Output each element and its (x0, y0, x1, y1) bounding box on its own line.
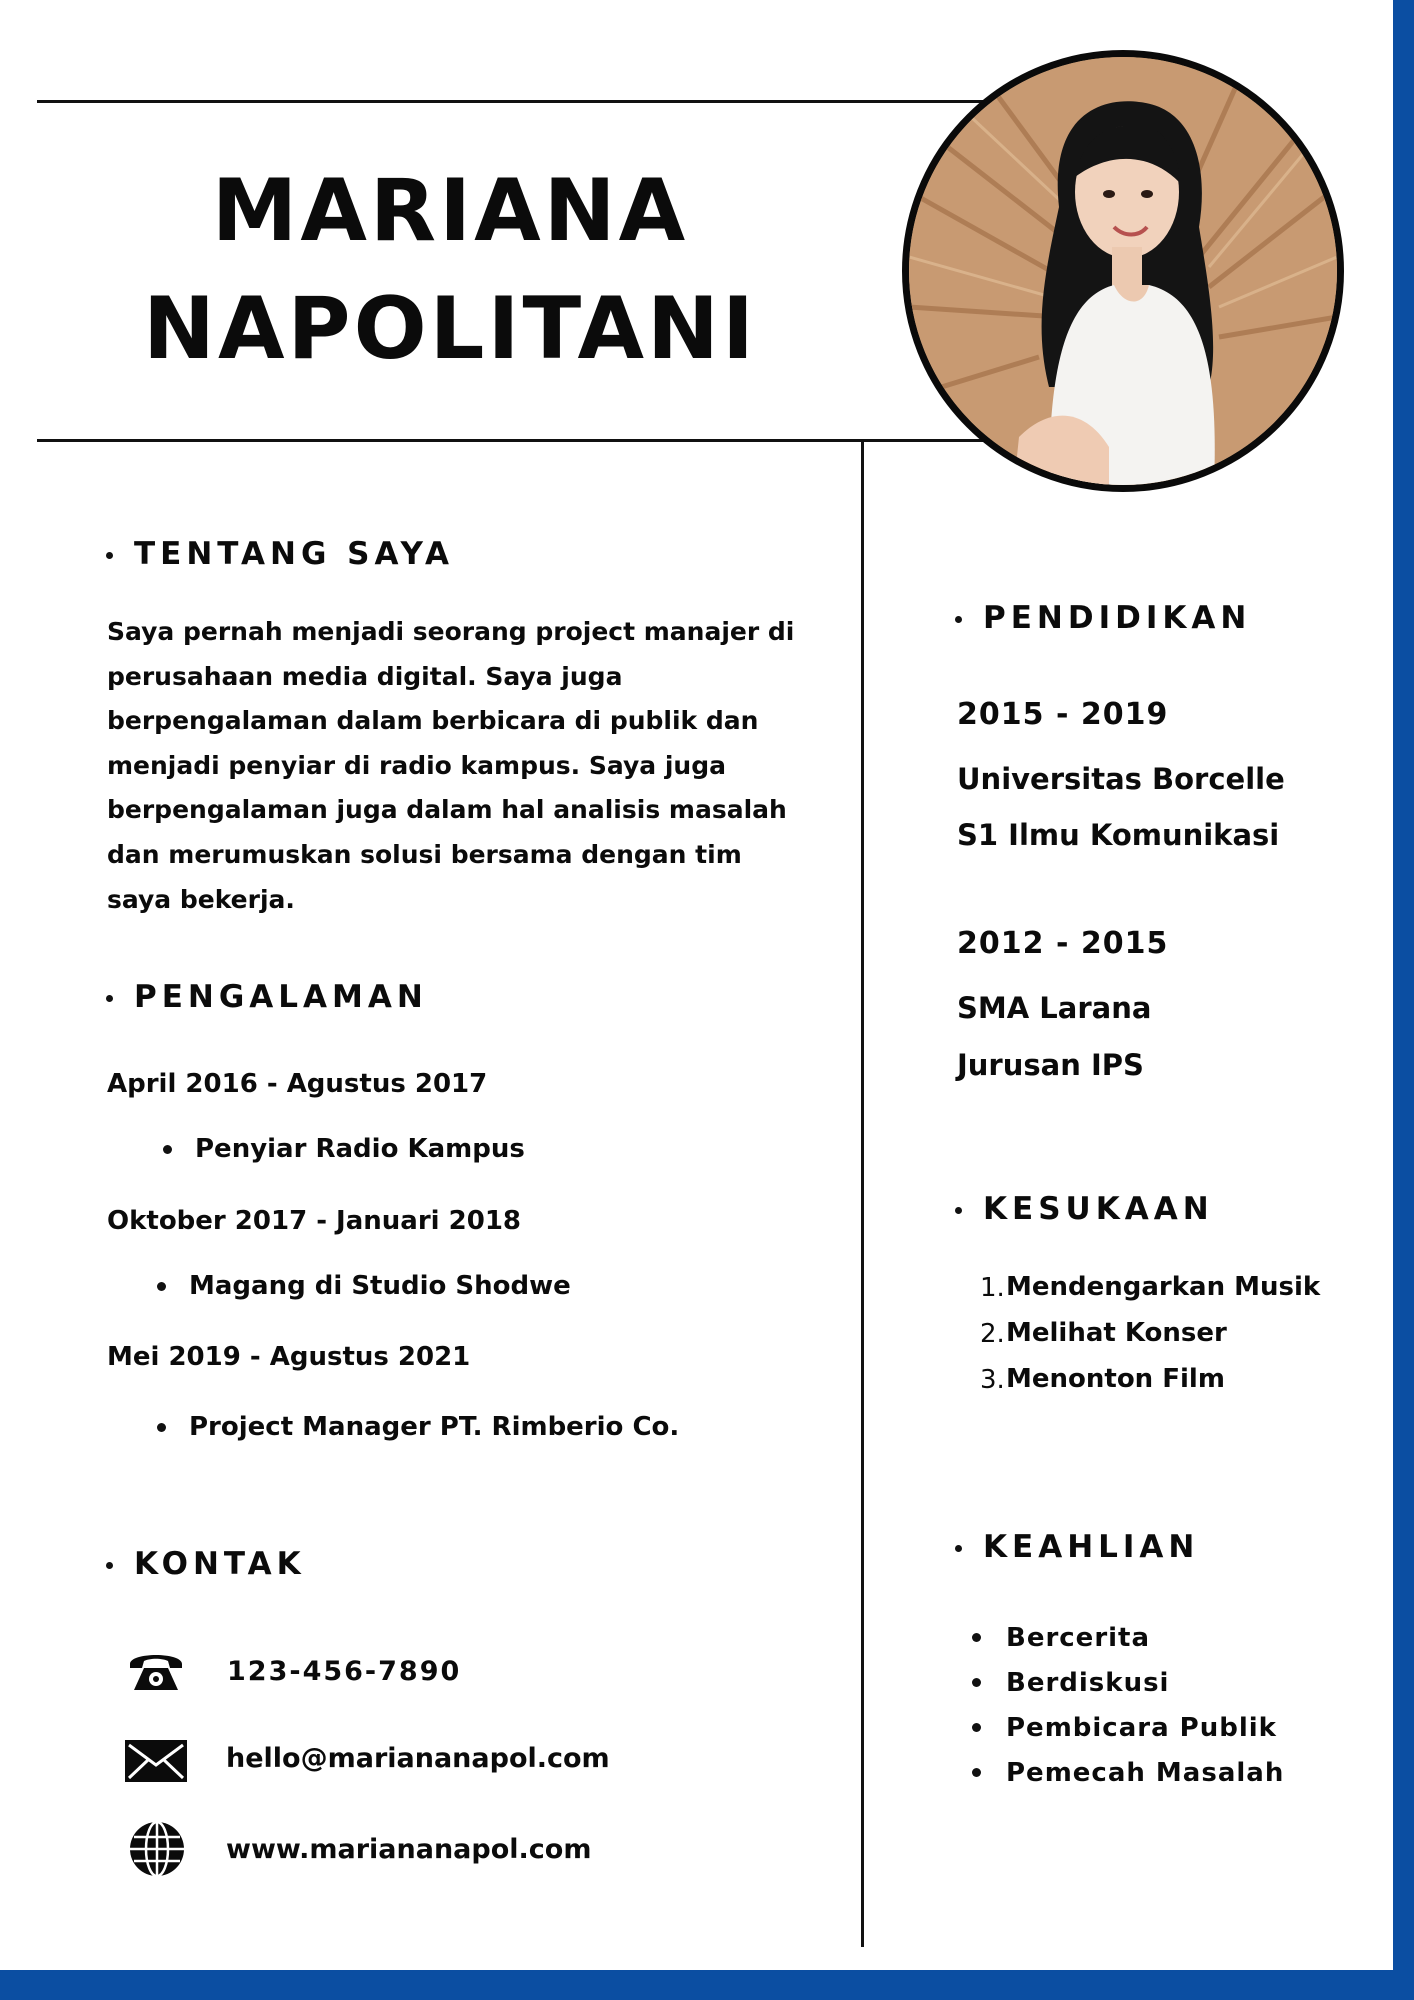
experience-role: Magang di Studio Shodwe (189, 1271, 571, 1301)
section-bullet-icon (106, 552, 113, 559)
name-first: MARIANA (211, 161, 689, 261)
hobby-item: Melihat Konser (1006, 1318, 1227, 1348)
education-school: SMA Larana (957, 991, 1152, 1025)
experience-heading (134, 979, 428, 1015)
contact-email[interactable]: hello@mariananapol.com (226, 1743, 610, 1774)
education-heading (983, 600, 1252, 636)
list-bullet-icon (157, 1282, 166, 1291)
experience-role: Penyiar Radio Kampus (195, 1134, 525, 1164)
section-bullet-icon (106, 995, 113, 1002)
header-top-rule (37, 100, 987, 103)
hobbies-heading-text: KESUKAAN (983, 1191, 1214, 1227)
about-text: Saya pernah menjadi seorang project manajer di perusahaan media digital. Saya juga berpengalaman dalam berbicara di publik dan menjadi penyiar di radio kampus. Saya juga berpengalaman juga dalam hal analisis masalah dan merumuskan solusi bersama dengan tim saya bekerja. (107, 617, 795, 914)
education-years: 2015 - 2019 (957, 697, 1169, 732)
education-school: Universitas Borcelle (957, 762, 1285, 796)
accent-border-bottom (0, 1970, 1414, 2000)
education-heading-text: PENDIDIKAN (983, 600, 1252, 636)
experience-period: Oktober 2017 - Januari 2018 (107, 1206, 521, 1236)
list-bullet-icon (972, 1723, 981, 1732)
education-years: 2012 - 2015 (957, 926, 1169, 961)
experience-role: Project Manager PT. Rimberio Co. (189, 1412, 680, 1442)
globe-icon (128, 1820, 186, 1878)
section-bullet-icon (106, 1562, 113, 1569)
skill-item: Pemecah Masalah (1006, 1758, 1285, 1788)
skill-item: Berdiskusi (1006, 1668, 1170, 1698)
email-icon (123, 1738, 189, 1784)
list-bullet-icon (972, 1633, 981, 1642)
skill-item: Pembicara Publik (1006, 1713, 1277, 1743)
list-number: 3. (980, 1365, 1005, 1395)
skill-item: Bercerita (1006, 1623, 1151, 1653)
section-bullet-icon (955, 616, 962, 623)
list-bullet-icon (163, 1145, 172, 1154)
section-bullet-icon (955, 1207, 962, 1214)
header-bottom-rule (37, 439, 987, 442)
phone-icon (126, 1646, 186, 1694)
about-heading (134, 536, 455, 572)
contact-phone[interactable]: 123-456-7890 (227, 1656, 462, 1687)
list-number: 1. (980, 1273, 1005, 1303)
list-number: 2. (980, 1319, 1005, 1349)
accent-border-right (1393, 0, 1414, 2000)
list-bullet-icon (972, 1768, 981, 1777)
education-major: S1 Ilmu Komunikasi (957, 818, 1280, 852)
section-bullet-icon (955, 1545, 962, 1552)
column-divider (861, 441, 864, 1947)
about-heading-text: TENTANG SAYA (134, 536, 455, 572)
contact-heading (134, 1546, 306, 1582)
list-bullet-icon (157, 1423, 166, 1432)
skills-heading-text: KEAHLIAN (983, 1529, 1200, 1565)
experience-period: April 2016 - Agustus 2017 (107, 1069, 488, 1099)
contact-website[interactable]: www.mariananapol.com (226, 1834, 592, 1865)
list-bullet-icon (972, 1678, 981, 1687)
profile-photo (902, 50, 1344, 492)
hobby-item: Menonton Film (1006, 1364, 1225, 1394)
education-major: Jurusan IPS (957, 1048, 1144, 1082)
hobbies-heading (983, 1191, 1214, 1227)
contact-heading-text: KONTAK (134, 1546, 306, 1582)
name-last: NAPOLITANI (143, 279, 757, 379)
skills-heading (983, 1529, 1200, 1565)
experience-period: Mei 2019 - Agustus 2021 (107, 1342, 471, 1372)
experience-heading-text: PENGALAMAN (134, 979, 428, 1015)
hobby-item: Mendengarkan Musik (1006, 1272, 1321, 1302)
